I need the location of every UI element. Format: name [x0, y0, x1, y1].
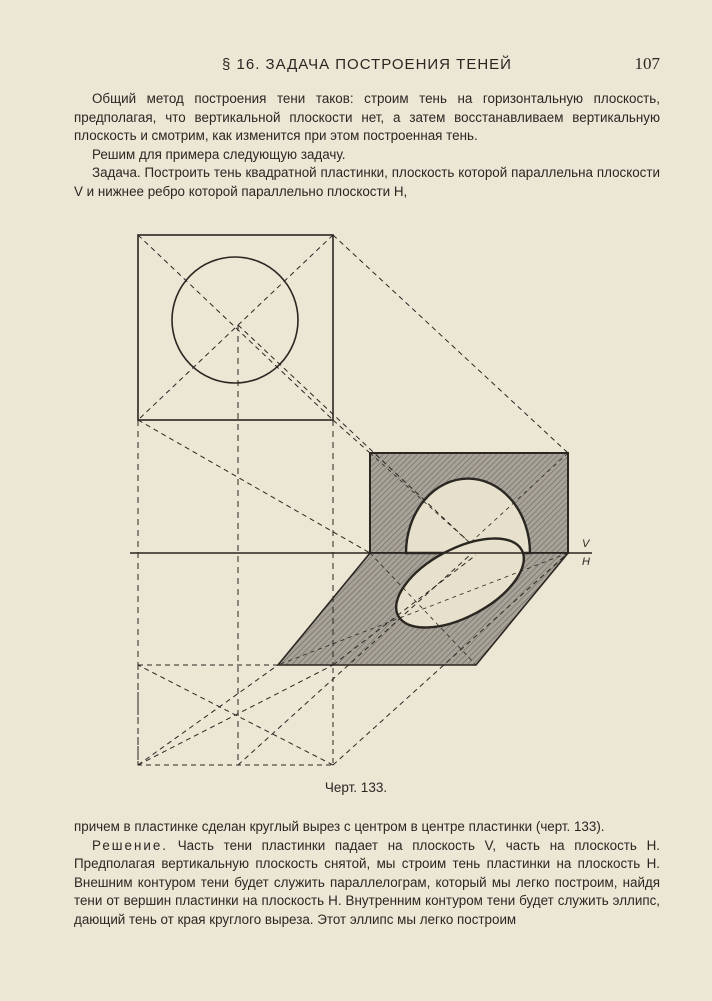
paragraph-continuation: причем в пластинке сделан круглый вырез с центром в центре пластинки (черт. 133). — [74, 819, 605, 834]
solution-lead: Решение. — [92, 837, 169, 853]
page-header — [74, 52, 660, 78]
paragraph-general-method: Общий метод построения тени таков: строим тень на горизонтальную плоскость, предполагая, что вертикальной плоскости нет, а затем восстанавливаем вертикальную плоскость и смотрим, как изменится при этом построенная тень. — [74, 91, 660, 144]
solution-text: Часть тени пластинки падает на плоскость V, часть на плоскость H. Предполагая вертикальную плоскость снятой, мы строим тень пластинки на плоскость H. Внешним контуром тени будет служить параллелограм, который мы легко построим, найдя тени от вершин пластинки на плоскость H. Внутренним контуром тени будет служить эллипс, дающий тень от края круглого выреза. Этот эллипс мы легко построим — [74, 837, 660, 927]
figure-caption: Черт. 133. — [324, 780, 388, 795]
section-title: § 16. ЗАДАЧА ПОСТРОЕНИЯ ТЕНЕЙ — [222, 56, 512, 73]
text-block-bottom — [74, 818, 660, 930]
paragraph-task: Задача. Построить тень квадратной пластинки, плоскость которой параллельна плоскости V и нижнее ребро которой параллельно плоскости H, — [74, 165, 660, 199]
text-block-top — [74, 90, 660, 202]
drawing-133 — [120, 225, 600, 775]
label-v: V — [582, 538, 590, 550]
page-number: 107 — [634, 54, 660, 73]
paragraph-solution — [74, 837, 660, 930]
label-h: H — [582, 556, 590, 568]
paragraph-example: Решим для примера следующую задачу. — [92, 146, 346, 162]
